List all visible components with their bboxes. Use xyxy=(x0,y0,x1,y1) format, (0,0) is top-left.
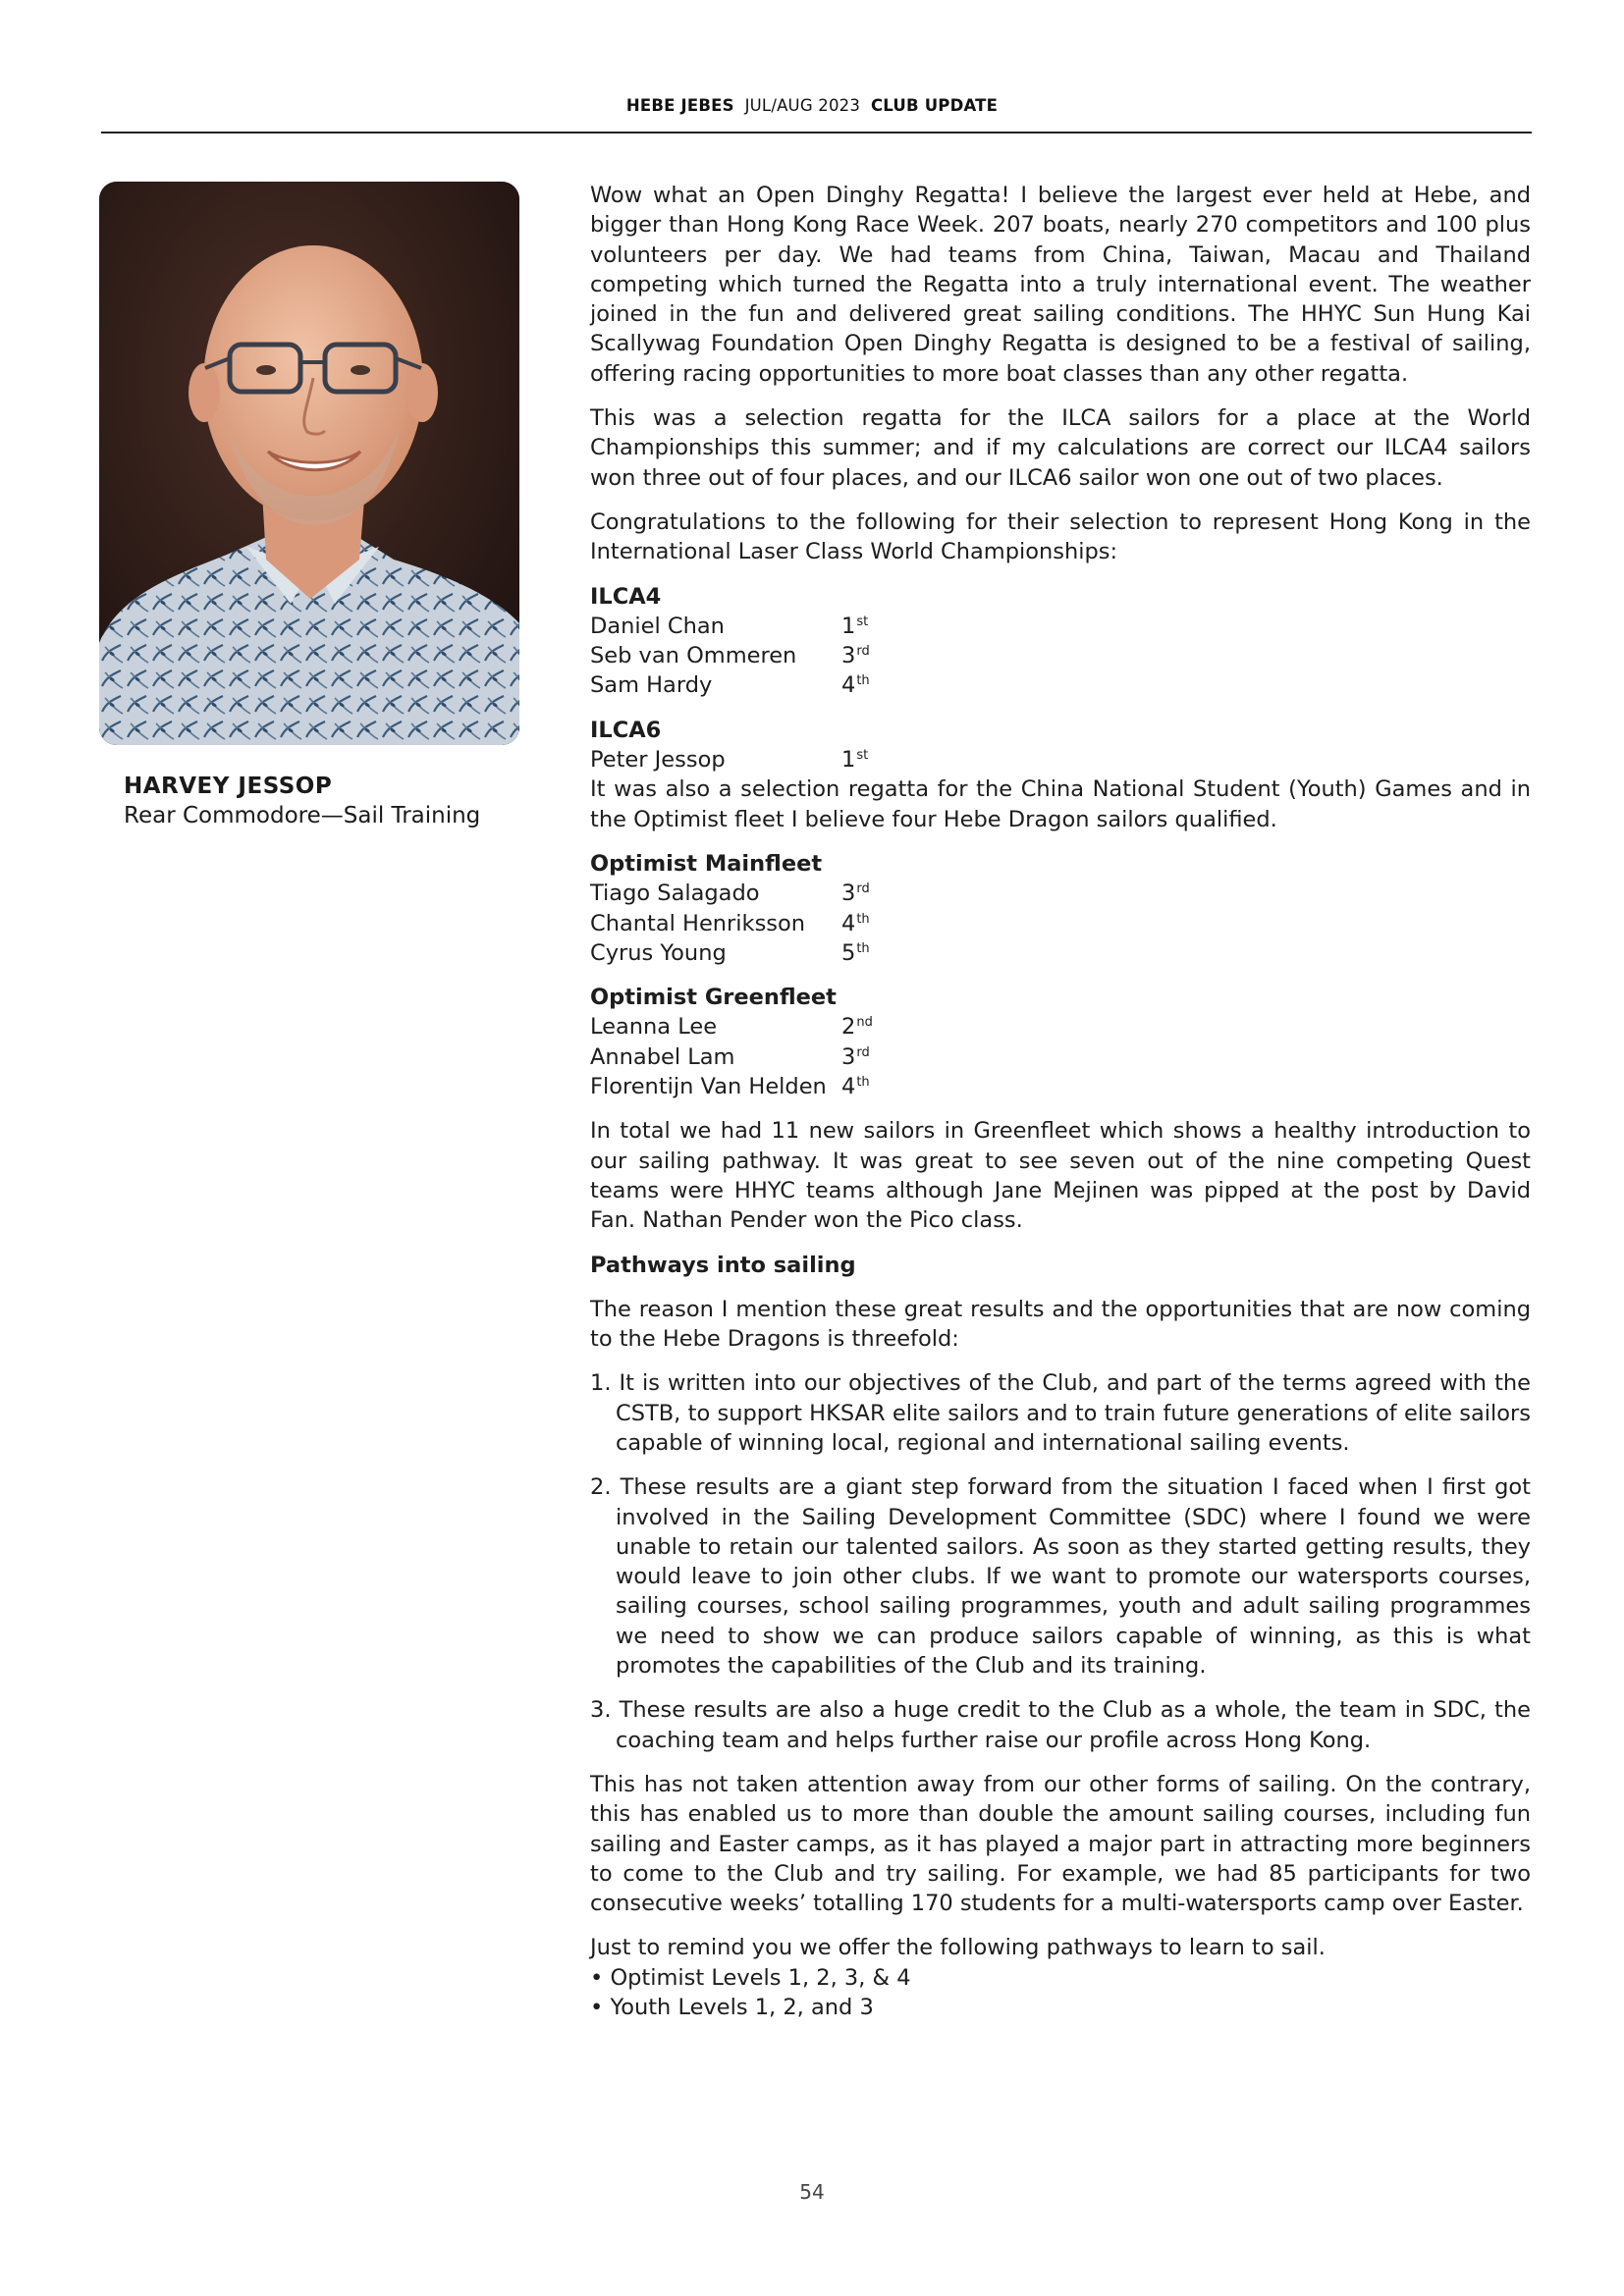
list-item: • Optimist Levels 1, 2, 3, & 4 xyxy=(590,1963,1531,1993)
sailor-name: Seb van Ommeren xyxy=(590,643,797,669)
sailor-name: Florentijn Van Helden xyxy=(590,1074,827,1100)
author-name: HARVEY JESSOP xyxy=(124,774,333,799)
sailor-place: 1st xyxy=(841,747,869,774)
running-header xyxy=(0,96,1624,115)
result-row xyxy=(590,938,1531,968)
result-row xyxy=(590,670,1531,700)
sailor-name: Sam Hardy xyxy=(590,672,713,699)
optimist-mainfleet-heading: Optimist Mainfleet xyxy=(590,850,823,877)
optimist-greenfleet-heading: Optimist Greenfleet xyxy=(590,985,837,1011)
paragraph-youth-games: It was also a selection regatta for the China National Student (Youth) Games and in the Optimist fleet I believe four Hebe Dragon sailors qualified. xyxy=(590,776,1531,832)
header-issue: JUL/AUG 2023 xyxy=(744,96,861,115)
sailor-name: Cyrus Young xyxy=(590,939,727,966)
sailor-place: 2nd xyxy=(841,1014,873,1041)
author-role: Rear Commodore—Sail Training xyxy=(124,803,481,828)
paragraph-intro: Wow what an Open Dinghy Regatta! I believe the largest ever held at Hebe, and bigger than Hong Kong Race Week. 207 boats, nearly 270 competitors and 100 plus volunteers per day. We had teams from China, Taiwan, Macau and Thailand competing which turned the Regatta into a truly international event. The weather joined in the fun and delivered great sailing conditions. The HHYC Sun Hung Kai Scallywag Foundation Open Dinghy Regatta is designed to be a festival of sailing, offering racing opportunities to more boat classes than any other regatta. xyxy=(590,183,1531,387)
sailor-name: Leanna Lee xyxy=(590,1014,718,1041)
pathways-list xyxy=(590,1963,1531,2023)
result-row xyxy=(590,909,1531,938)
sailor-name: Daniel Chan xyxy=(590,613,725,639)
list-item: 3. These results are also a huge credit to the Club as a whole, the team in SDC, the coaching team and helps further raise our profile across Hong Kong. xyxy=(590,1697,1531,1753)
ilca6-results xyxy=(590,745,1531,774)
header-publication: HEBE JEBES xyxy=(625,96,734,115)
page-number: 54 xyxy=(799,2180,825,2204)
sailor-name: Annabel Lam xyxy=(590,1043,735,1070)
list-item: • Youth Levels 1, 2, and 3 xyxy=(590,1993,1531,2022)
paragraph-other-forms: This has not taken attention away from our other forms of sailing. On the contrary, this has enabled us to more than double the amount sailing courses, including fun sailing and Easter camps, as it has played a major part in attracting more beginners to come to the Club and try sailing. For example, we had 85 participants for two consecutive weeks’ totalling 170 students for a multi-watersports camp over Easter. xyxy=(590,1771,1531,1917)
result-row xyxy=(590,1012,1531,1041)
paragraph-pathways-intro: The reason I mention these great results and the opportunities that are now coming to the Hebe Dragons is threefold: xyxy=(590,1296,1531,1353)
sailor-place: 4th xyxy=(841,910,870,936)
result-row xyxy=(590,879,1531,908)
sailor-name: Tiago Salagado xyxy=(590,881,760,907)
pathways-heading: Pathways into sailing xyxy=(590,1252,856,1278)
header-divider xyxy=(101,132,1532,133)
ilca6-heading: ILCA6 xyxy=(590,717,662,743)
result-row xyxy=(590,641,1531,670)
photo-caption xyxy=(124,772,516,830)
sailor-name: Chantal Henriksson xyxy=(590,910,806,936)
ilca4-heading: ILCA4 xyxy=(590,583,662,610)
sailor-place: 5th xyxy=(841,939,870,966)
ilca4-results xyxy=(590,612,1531,701)
paragraph-greenfleet-summary: In total we had 11 new sailors in Greenfleet which shows a healthy introduction to our sailing pathway. It was great to see seven out of the nine competing Quest teams were HHYC teams although Jane Mejinen was pipped at the post by David Fan. Nathan Pender won the Pico class. xyxy=(590,1118,1531,1234)
optimist-mainfleet-results xyxy=(590,879,1531,968)
paragraph-congratulations: Congratulations to the following for their selection to represent Hong Kong in the International Laser Class World Championships: xyxy=(590,508,1531,565)
result-row xyxy=(590,745,1531,774)
list-item: 2. These results are a giant step forward from the situation I faced when I first got involved in the Sailing Development Committee (SDC) where I found we were unable to retain our talented sailors. As soon as they started getting results, they would leave to join other clubs. If we want to promote our watersports courses, sailing courses, school sailing programmes, youth and adult sailing programmes we need to show we can produce sailors capable of winning, as this is what promotes the capabilities of the Club and its training. xyxy=(590,1474,1531,1680)
paragraph-remind: Just to remind you we offer the following pathways to learn to sail. xyxy=(590,1935,1326,1961)
list-item: 1. It is written into our objectives of the Club, and part of the terms agreed with the CSTB, to support HKSAR elite sailors and to train future generations of elite sailors capable of winning local, regional and international sailing events. xyxy=(590,1370,1531,1456)
header-section: CLUB UPDATE xyxy=(870,96,999,115)
sailor-place: 1st xyxy=(841,613,869,639)
result-row xyxy=(590,1042,1531,1072)
result-row xyxy=(590,1072,1531,1101)
optimist-greenfleet-results xyxy=(590,1012,1531,1101)
sailor-place: 4th xyxy=(841,1074,870,1100)
reasons-list xyxy=(590,1368,1531,1755)
portrait-photo xyxy=(99,182,519,745)
paragraph-selection: This was a selection regatta for the ILCA sailors for a place at the World Championships this summer; and if my calculations are correct our ILCA4 sailors won three out of four places, and our ILCA6 sailor won one out of two places. xyxy=(590,405,1531,491)
result-row xyxy=(590,612,1531,641)
sailor-name: Peter Jessop xyxy=(590,747,726,774)
article-body xyxy=(590,181,1531,2022)
sailor-place: 4th xyxy=(841,672,870,699)
sailor-place: 3rd xyxy=(841,881,870,907)
sailor-place: 3rd xyxy=(841,643,870,669)
sailor-place: 3rd xyxy=(841,1043,870,1070)
